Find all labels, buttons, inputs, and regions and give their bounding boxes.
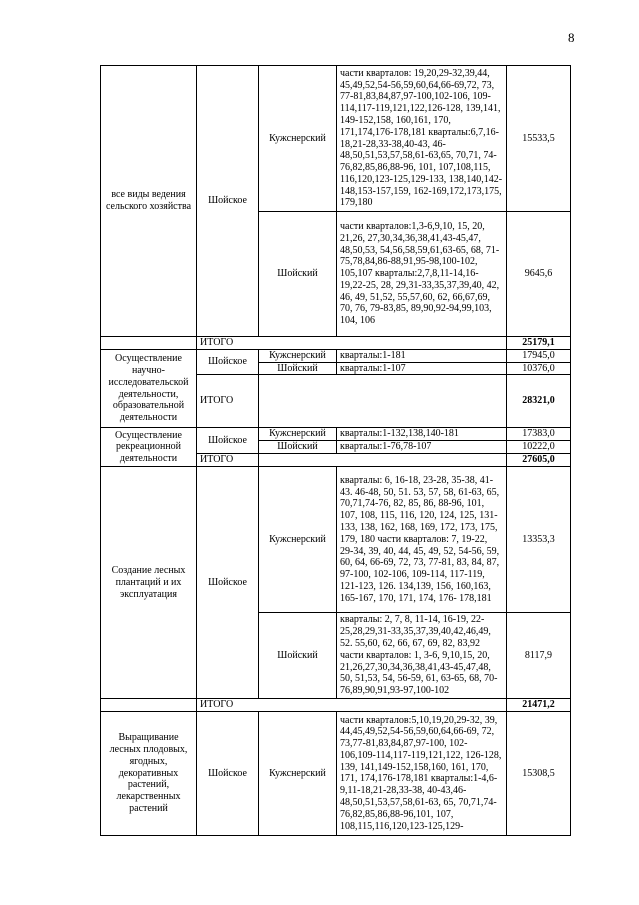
district-cell: Кужснерский — [259, 711, 337, 835]
area-cell: 17945,0 — [507, 349, 571, 362]
activity-cell: Выращивание лесных плодовых, ягодных, декоративных растений, лекарственных растений — [101, 711, 197, 835]
area-cell: 15533,5 — [507, 66, 571, 212]
total-label: ИТОГО — [197, 454, 259, 467]
page-number: 8 — [568, 30, 575, 45]
quarters-cell: кварталы:1-132,138,140-181 — [337, 428, 507, 441]
forestry-cell: Шойское — [197, 66, 259, 337]
total-label: ИТОГО — [197, 337, 507, 350]
district-cell: Кужснерский — [259, 349, 337, 362]
activity-cell: Осуществление рекреационной деятельности — [101, 428, 197, 467]
total-row — [101, 699, 571, 712]
total-label: ИТОГО — [197, 375, 259, 428]
lease-areas-table — [100, 65, 571, 836]
quarters-cell: кварталы:1-107 — [337, 362, 507, 375]
activity-cell: Осуществление научно-исследовательской деятельности, образовательной деятельности — [101, 349, 197, 428]
forestry-cell: Шойское — [197, 711, 259, 835]
table-row — [101, 711, 571, 835]
area-cell: 15308,5 — [507, 711, 571, 835]
total-value: 27605,0 — [507, 454, 571, 467]
quarters-cell: кварталы:1-181 — [337, 349, 507, 362]
total-row — [101, 337, 571, 350]
area-cell: 13353,3 — [507, 467, 571, 613]
total-value: 21471,2 — [507, 699, 571, 712]
total-label: ИТОГО — [197, 699, 507, 712]
table-row — [101, 467, 571, 613]
area-cell: 8117,9 — [507, 613, 571, 699]
forestry-cell: Шойское — [197, 428, 259, 454]
quarters-cell: кварталы: 2, 7, 8, 11-14, 16-19, 22-25,28,29,31-33,35,37,39,40,42,46,49, 52. 55,60, 62, 66, 67, 69, 82, 83,92 части кварталов: 1, 3-6, 9,10,15, 20, 21,26,27,30,34,36,38,41,43-45,47,48, 50, 51,53, 54, 56-59, 61, 63-65, 68, 70-76,89,90,91,93-97,100-102 — [337, 613, 507, 699]
district-cell: Кужснерский — [259, 66, 337, 212]
table-row — [101, 428, 571, 441]
activity-cell: все виды ведения сельского хозяйства — [101, 66, 197, 337]
district-cell: Кужснерский — [259, 467, 337, 613]
quarters-cell: части кварталов:1,3-6,9,10, 15, 20, 21,26, 27,30,34,36,38,41,43-45,47, 48,50,53, 54,56,58,59,61,63-65, 68, 71-75,78,84,86-88,91,95-98,100-102, 105,107 кварталы:2,7,8,11-14,16-19,22-25, 28, 29,31-33,35,37,39,40, 42, 46, 49, 51,52, 55,57,60, 62, 66,67,69, 70, 76, 79-83,85, 89,90,92-94,99,103, 104, 106 — [337, 212, 507, 337]
table-row — [101, 66, 571, 212]
activity-cell: Создание лесных плантаций и их эксплуатация — [101, 467, 197, 699]
area-cell: 17383,0 — [507, 428, 571, 441]
forestry-cell: Шойское — [197, 349, 259, 375]
quarters-cell: кварталы: 6, 16-18, 23-28, 35-38, 41-43. 46-48, 50, 51. 53, 57, 58, 61-63, 65, 70,71,74-76, 82, 85, 86, 88-96, 101, 107, 108, 115, 116, 120, 124, 125, 131-133, 138, 162, 168, 169, 172, 173, 175, 179, 180 части кварталов: 7, 19-22, 29-34, 39, 40, 44, 45, 49, 52, 54-56, 59, 60, 64, 66-69, 72, 73, 77-81, 83, 84, 87, 97-100, 102-106, 109-114, 117-119, 121-123, 126. 134,139, 156, 160,163, 165-167, 170, 171, 174, 176- 178,181 — [337, 467, 507, 613]
district-cell: Шойский — [259, 212, 337, 337]
quarters-cell: кварталы:1-76,78-107 — [337, 441, 507, 454]
area-cell: 10222,0 — [507, 441, 571, 454]
district-cell: Шойский — [259, 613, 337, 699]
area-cell: 9645,6 — [507, 212, 571, 337]
district-cell: Шойский — [259, 441, 337, 454]
total-value: 25179,1 — [507, 337, 571, 350]
quarters-cell: части кварталов: 19,20,29-32,39,44, 45,49,52,54-56,59,60,64,66-69,72, 73, 77-81,83,84,87,97-100,102-106, 109-114,117-119,121,122,126-128, 139,141, 149-152,158, 160,161, 170, 171,174,176-178,181 кварталы:6,7,16-18,21-28,33-38,40-43, 46-48,50,51,53,57,58,61-63,65, 70,71, 74-76,82,85,86,88-96, 101, 107,108,115, 116,120,123-125,129-133, 138,140,142-148,153-157,159, 162-169,172,173,175, 179,180 — [337, 66, 507, 212]
total-value: 28321,0 — [507, 375, 571, 428]
area-cell: 10376,0 — [507, 362, 571, 375]
quarters-cell: части кварталов:5,10,19,20,29-32, 39, 44,45,49,52,54-56,59,60,64,66-69, 72, 73,77-81,83,84,87,97-100, 102-106,109-114,117-119,121,122, 126-128, 139, 141,149-152,158,160, 161, 170, 171, 174,176-178,181 кварталы:1-4,6-9,11-18,21-28,33-38, 40-43,46-48,50,51,53,57,58,61-63, 65, 70,71,74-76,82,85,86,88-96,101, 107, 108,115,116,120,123-125,129- — [337, 711, 507, 835]
table-row — [101, 349, 571, 362]
district-cell: Кужснерский — [259, 428, 337, 441]
district-cell: Шойский — [259, 362, 337, 375]
forestry-cell: Шойское — [197, 467, 259, 699]
